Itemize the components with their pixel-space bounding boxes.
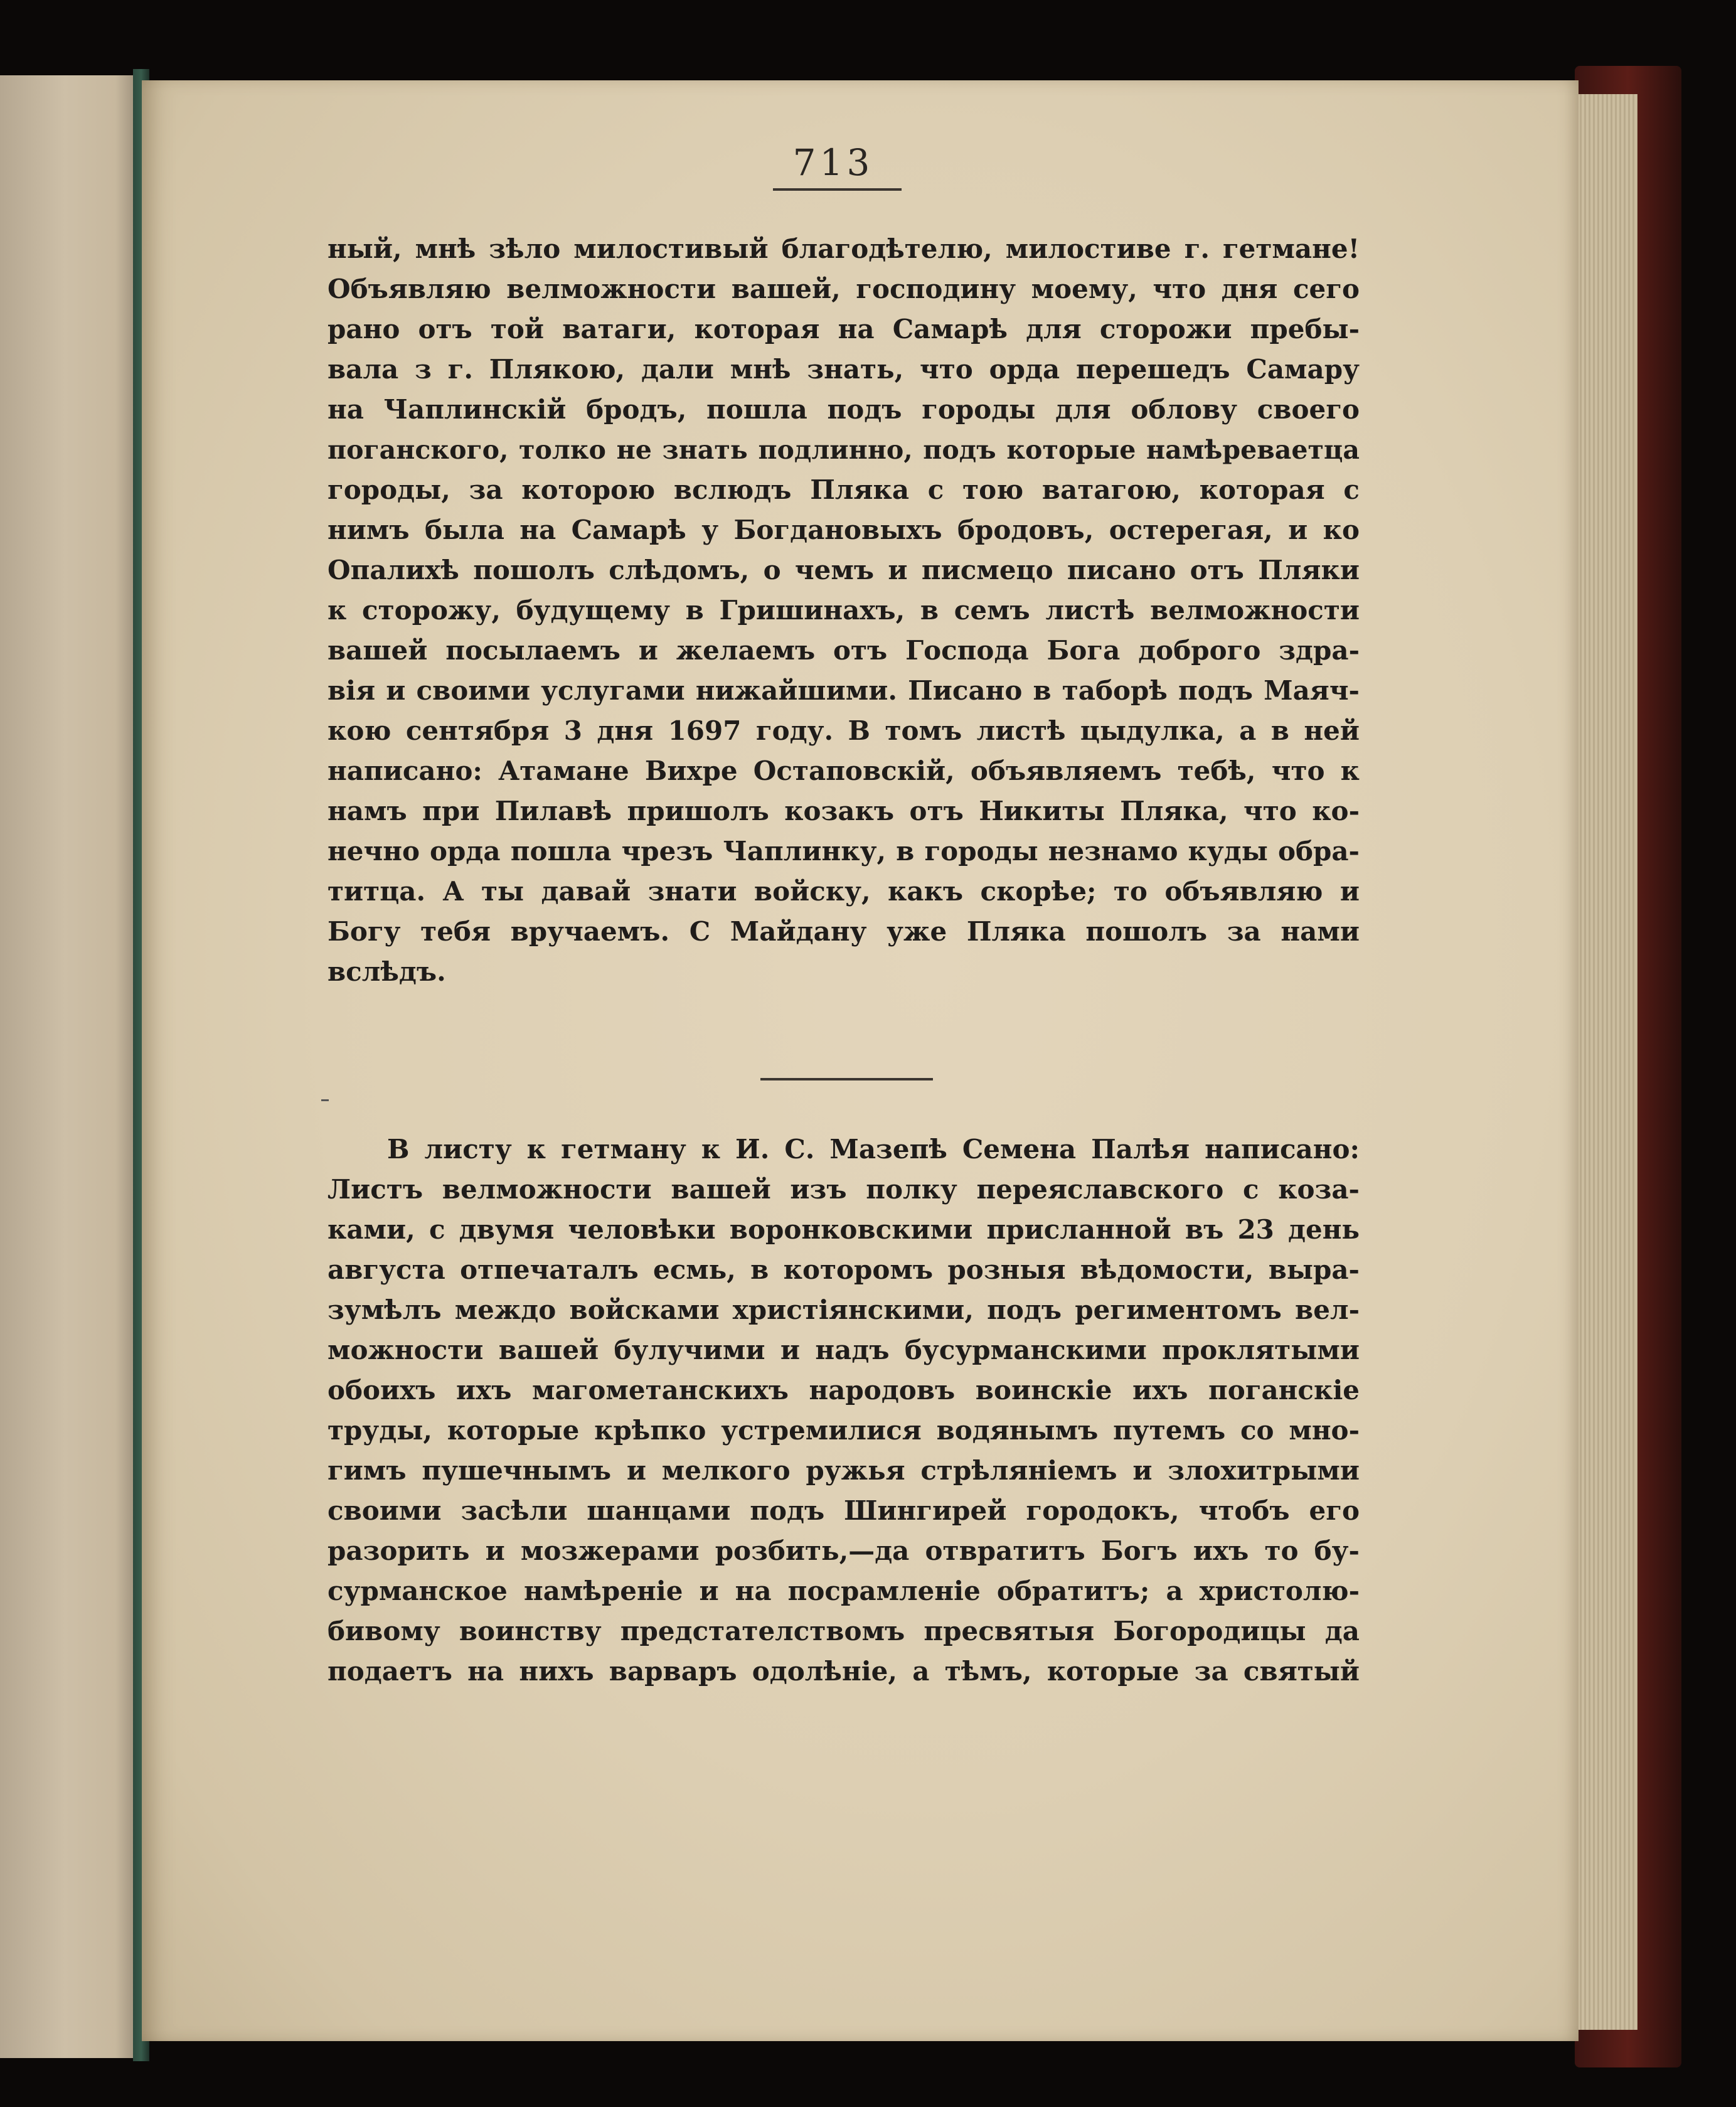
text-line: написано: Атамане Вихре Остаповскій, объявляемъ тебѣ, что к	[327, 755, 1360, 786]
text-line: нимъ была на Самарѣ у Богдановыхъ бродовъ, остерегая, и ко	[327, 515, 1360, 545]
text-line: В листу к гетману к И. С. Мазепѣ Семена Палѣя написано:	[387, 1134, 1360, 1165]
text-line: вала з г. Плякою, дали мнѣ знать, что орда перешедъ Самару	[327, 354, 1360, 385]
text-line: к сторожу, будущему в Гришинахъ, в семъ листѣ велможности	[327, 595, 1360, 626]
text-line: поганского, толко не знать подлинно, подъ которые намѣреваетца	[327, 434, 1360, 465]
text-line: своими засѣли шанцами подъ Шингирей городокъ, чтобъ его	[327, 1495, 1360, 1526]
text-line: нечно орда пошла чрезъ Чаплинку, в городы незнамо куды обра-	[327, 836, 1360, 867]
text-line: бивому воинству предстателствомъ пресвятыя Богородицы да	[327, 1616, 1360, 1646]
page-stack-edge	[1568, 94, 1637, 2030]
print-mark	[321, 1099, 329, 1101]
paragraph-2	[327, 1129, 1360, 1692]
text-line: титца. А ты давай знати войску, какъ скорѣе; то объявляю и	[327, 876, 1360, 907]
left-page	[0, 75, 144, 2058]
text-line: Опалихѣ пошолъ слѣдомъ, о чемъ и писмецо писано отъ Пляки	[327, 555, 1360, 585]
page-number: 713	[792, 141, 874, 184]
text-line: вслѣдъ.	[327, 956, 446, 987]
text-line: на Чаплинскій бродъ, пошла подъ городы для облову своего	[327, 394, 1360, 425]
text-line: вашей посылаемъ и желаемъ отъ Господа Бога доброго здра-	[327, 635, 1360, 666]
paragraph-1	[327, 229, 1360, 992]
text-line: труды, которые крѣпко устремилися водянымъ путемъ со мно-	[327, 1415, 1360, 1446]
text-line: вія и своими услугами нижайшими. Писано в таборѣ подъ Маяч-	[327, 675, 1360, 706]
text-line: намъ при Пилавѣ пришолъ козакъ отъ Никиты Пляка, что ко-	[327, 796, 1360, 826]
text-line: зумѣлъ междо войсками христіянскими, подъ региментомъ вел-	[327, 1294, 1360, 1325]
section-divider	[760, 1078, 933, 1080]
text-line: Богу тебя вручаемъ. С Майдану уже Пляка пошолъ за нами	[327, 916, 1360, 947]
text-line: августа отпечаталъ есмь, в которомъ розныя вѣдомости, выра-	[327, 1254, 1360, 1285]
text-line: можности вашей булучими и надъ бусурманскими проклятыми	[327, 1335, 1360, 1365]
text-line: гимъ пушечнымъ и мелкого ружья стрѣлянiемъ и злохитрыми	[327, 1455, 1360, 1486]
text-line: Объявляю велможности вашей, господину моему, что дня сего	[327, 274, 1360, 304]
text-line: обоихъ ихъ магометанскихъ народовъ воинскіе ихъ поганскіе	[327, 1375, 1360, 1406]
text-line: рано отъ той ватаги, которая на Самарѣ для сторожи пребы-	[327, 314, 1360, 344]
text-line: разорить и мозжерами розбить,—да отвратитъ Богъ ихъ то бу-	[327, 1535, 1360, 1566]
text-line: ный, мнѣ зѣло милостивый благодѣтелю, милостиве г. гетмане!	[327, 233, 1360, 264]
text-line: ками, с двумя человѣки воронковскими присланной въ 23 день	[327, 1214, 1360, 1245]
page-number-underline	[773, 188, 902, 191]
text-line: Листъ велможности вашей изъ полку переяславского с коза-	[327, 1174, 1360, 1205]
text-line: сурманское намѣренiе и на посрамленiе обратитъ; а христолю-	[327, 1576, 1360, 1606]
text-line: подаетъ на нихъ варваръ одолѣніе, а тѣмъ, которые за святый	[327, 1656, 1360, 1687]
text-line: городы, за которою вслюдъ Пляка с тою ватагою, которая с	[327, 474, 1360, 505]
text-line: кою сентября 3 дня 1697 году. В томъ листѣ цыдулка, а в ней	[327, 715, 1360, 746]
